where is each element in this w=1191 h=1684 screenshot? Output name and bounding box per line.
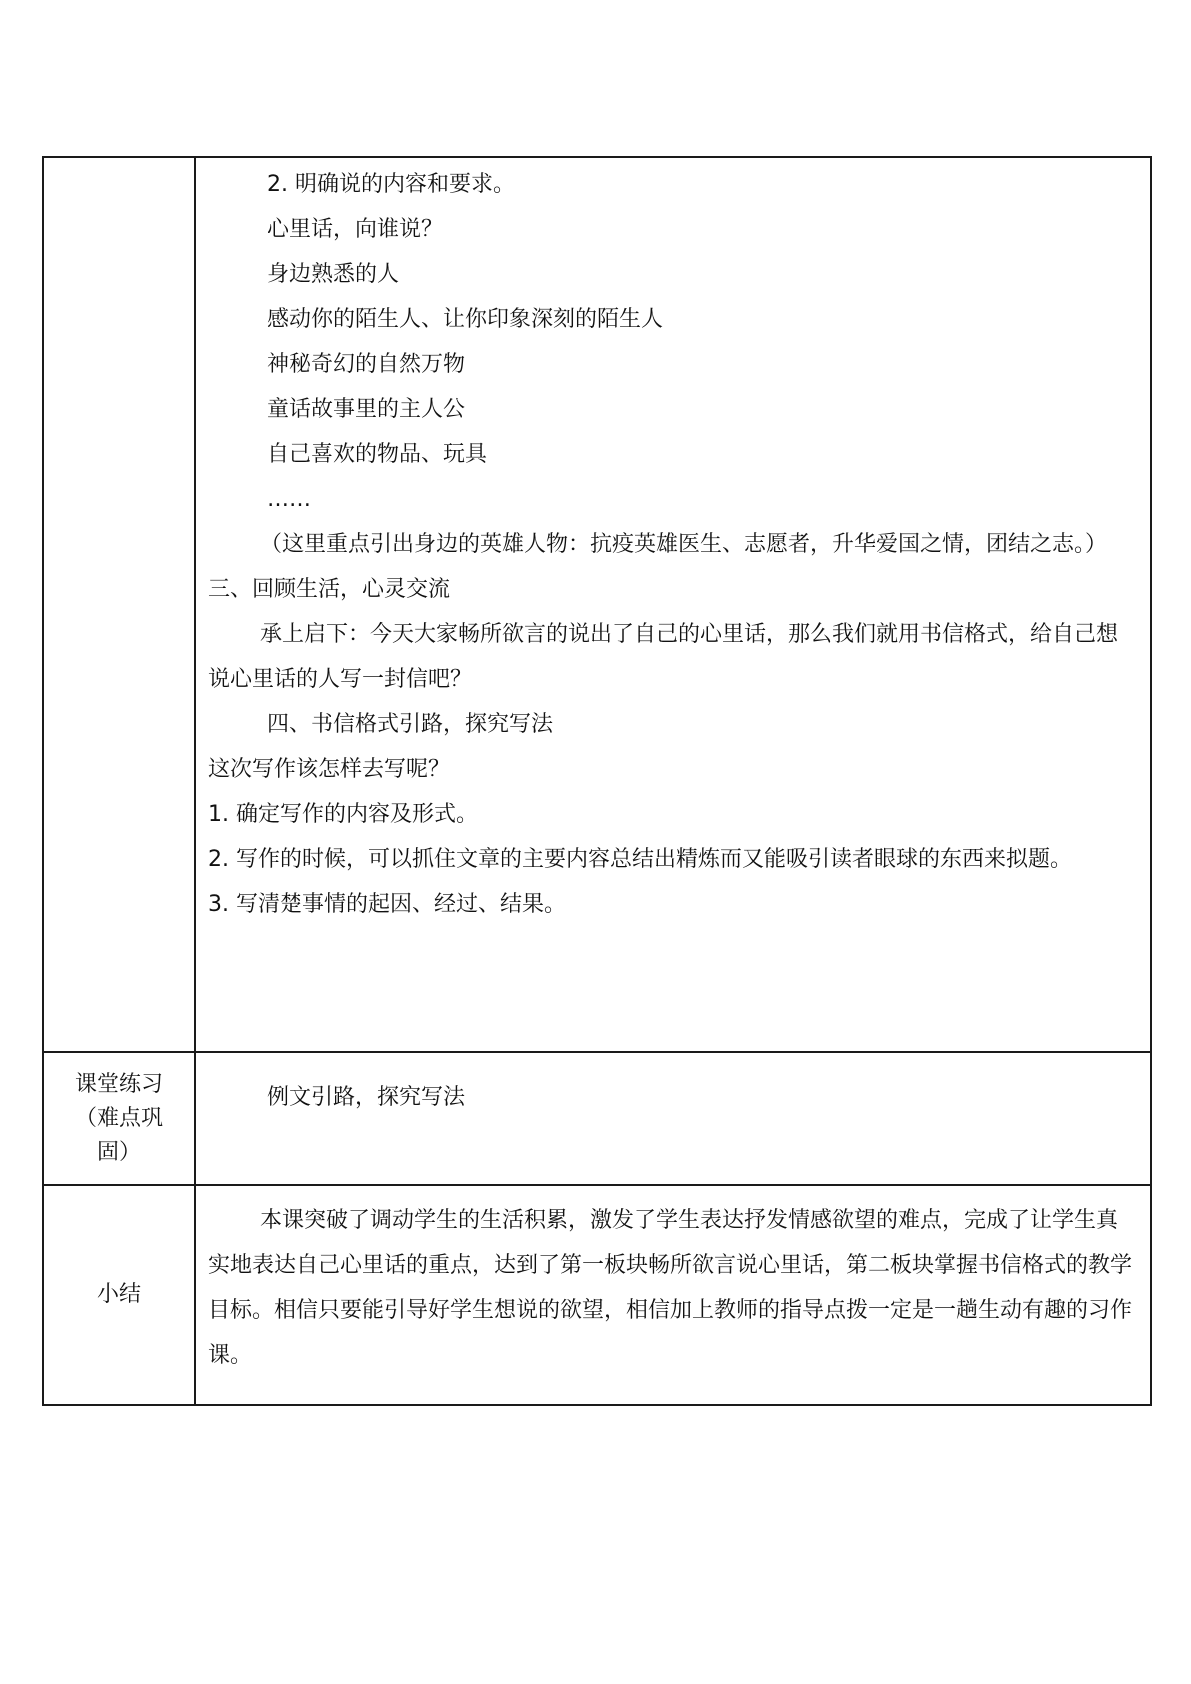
lesson-plan-table	[42, 156, 1152, 1406]
section-heading: 四、书信格式引路，探究写法	[267, 712, 554, 737]
content-paragraph: 本课突破了调动学生的生活积累，激发了学生表达抒发情感欲望的难点，完成了让学生真实地表达自己心里话的重点，达到了第一板块畅所欲言说心里话，第二板块掌握书信格式的教学目标。相信只要能引导好学生想说的欲望，相信加上教师的指导点拨一定是一趟生动有趣的习作课。	[208, 1208, 1133, 1368]
row-label-classroom-practice	[43, 1052, 195, 1185]
content-line: 这次写作该怎样去写呢？	[208, 757, 451, 782]
content-paragraph: 承上启下：今天大家畅所欲言的说出了自己的心里话，那么我们就用书信格式，给自己想说心里话的人写一封信吧？	[208, 622, 1119, 692]
table-row	[43, 1052, 1151, 1185]
content-line: 2. 明确说的内容和要求。	[267, 172, 515, 197]
content-line: 1. 确定写作的内容及形式。	[208, 802, 478, 827]
content-line: 感动你的陌生人、让你印象深刻的陌生人	[267, 307, 664, 332]
content-line: ……	[267, 487, 311, 512]
teaching-process-cell	[195, 157, 1151, 1052]
table-row	[43, 1185, 1151, 1405]
content-line: 3. 写清楚事情的起因、经过、结果。	[208, 892, 566, 917]
row-label-text: 课堂练习（难点巩固）	[74, 1071, 163, 1165]
row-label-empty	[43, 157, 195, 1052]
content-line: 身边熟悉的人	[267, 262, 400, 287]
content-paragraph: （这里重点引出身边的英雄人物：抗疫英雄医生、志愿者，升华爱国之情，团结之志。）	[260, 532, 1108, 557]
content-line: 例文引路，探究写法	[267, 1085, 466, 1110]
summary-cell	[195, 1185, 1151, 1405]
content-paragraph: 2. 写作的时候，可以抓住文章的主要内容总结出精炼而又能吸引读者眼球的东西来拟题。	[208, 847, 1072, 872]
classroom-practice-cell	[195, 1052, 1151, 1185]
section-heading: 三、回顾生活，心灵交流	[208, 577, 451, 602]
content-line: 自己喜欢的物品、玩具	[267, 442, 488, 467]
content-line: 神秘奇幻的自然万物	[267, 352, 466, 377]
row-label-text: 小结	[96, 1282, 141, 1307]
table-row	[43, 157, 1151, 1052]
content-line: 童话故事里的主人公	[267, 397, 466, 422]
content-line: 心里话，向谁说？	[267, 217, 444, 242]
row-label-summary	[43, 1185, 195, 1405]
